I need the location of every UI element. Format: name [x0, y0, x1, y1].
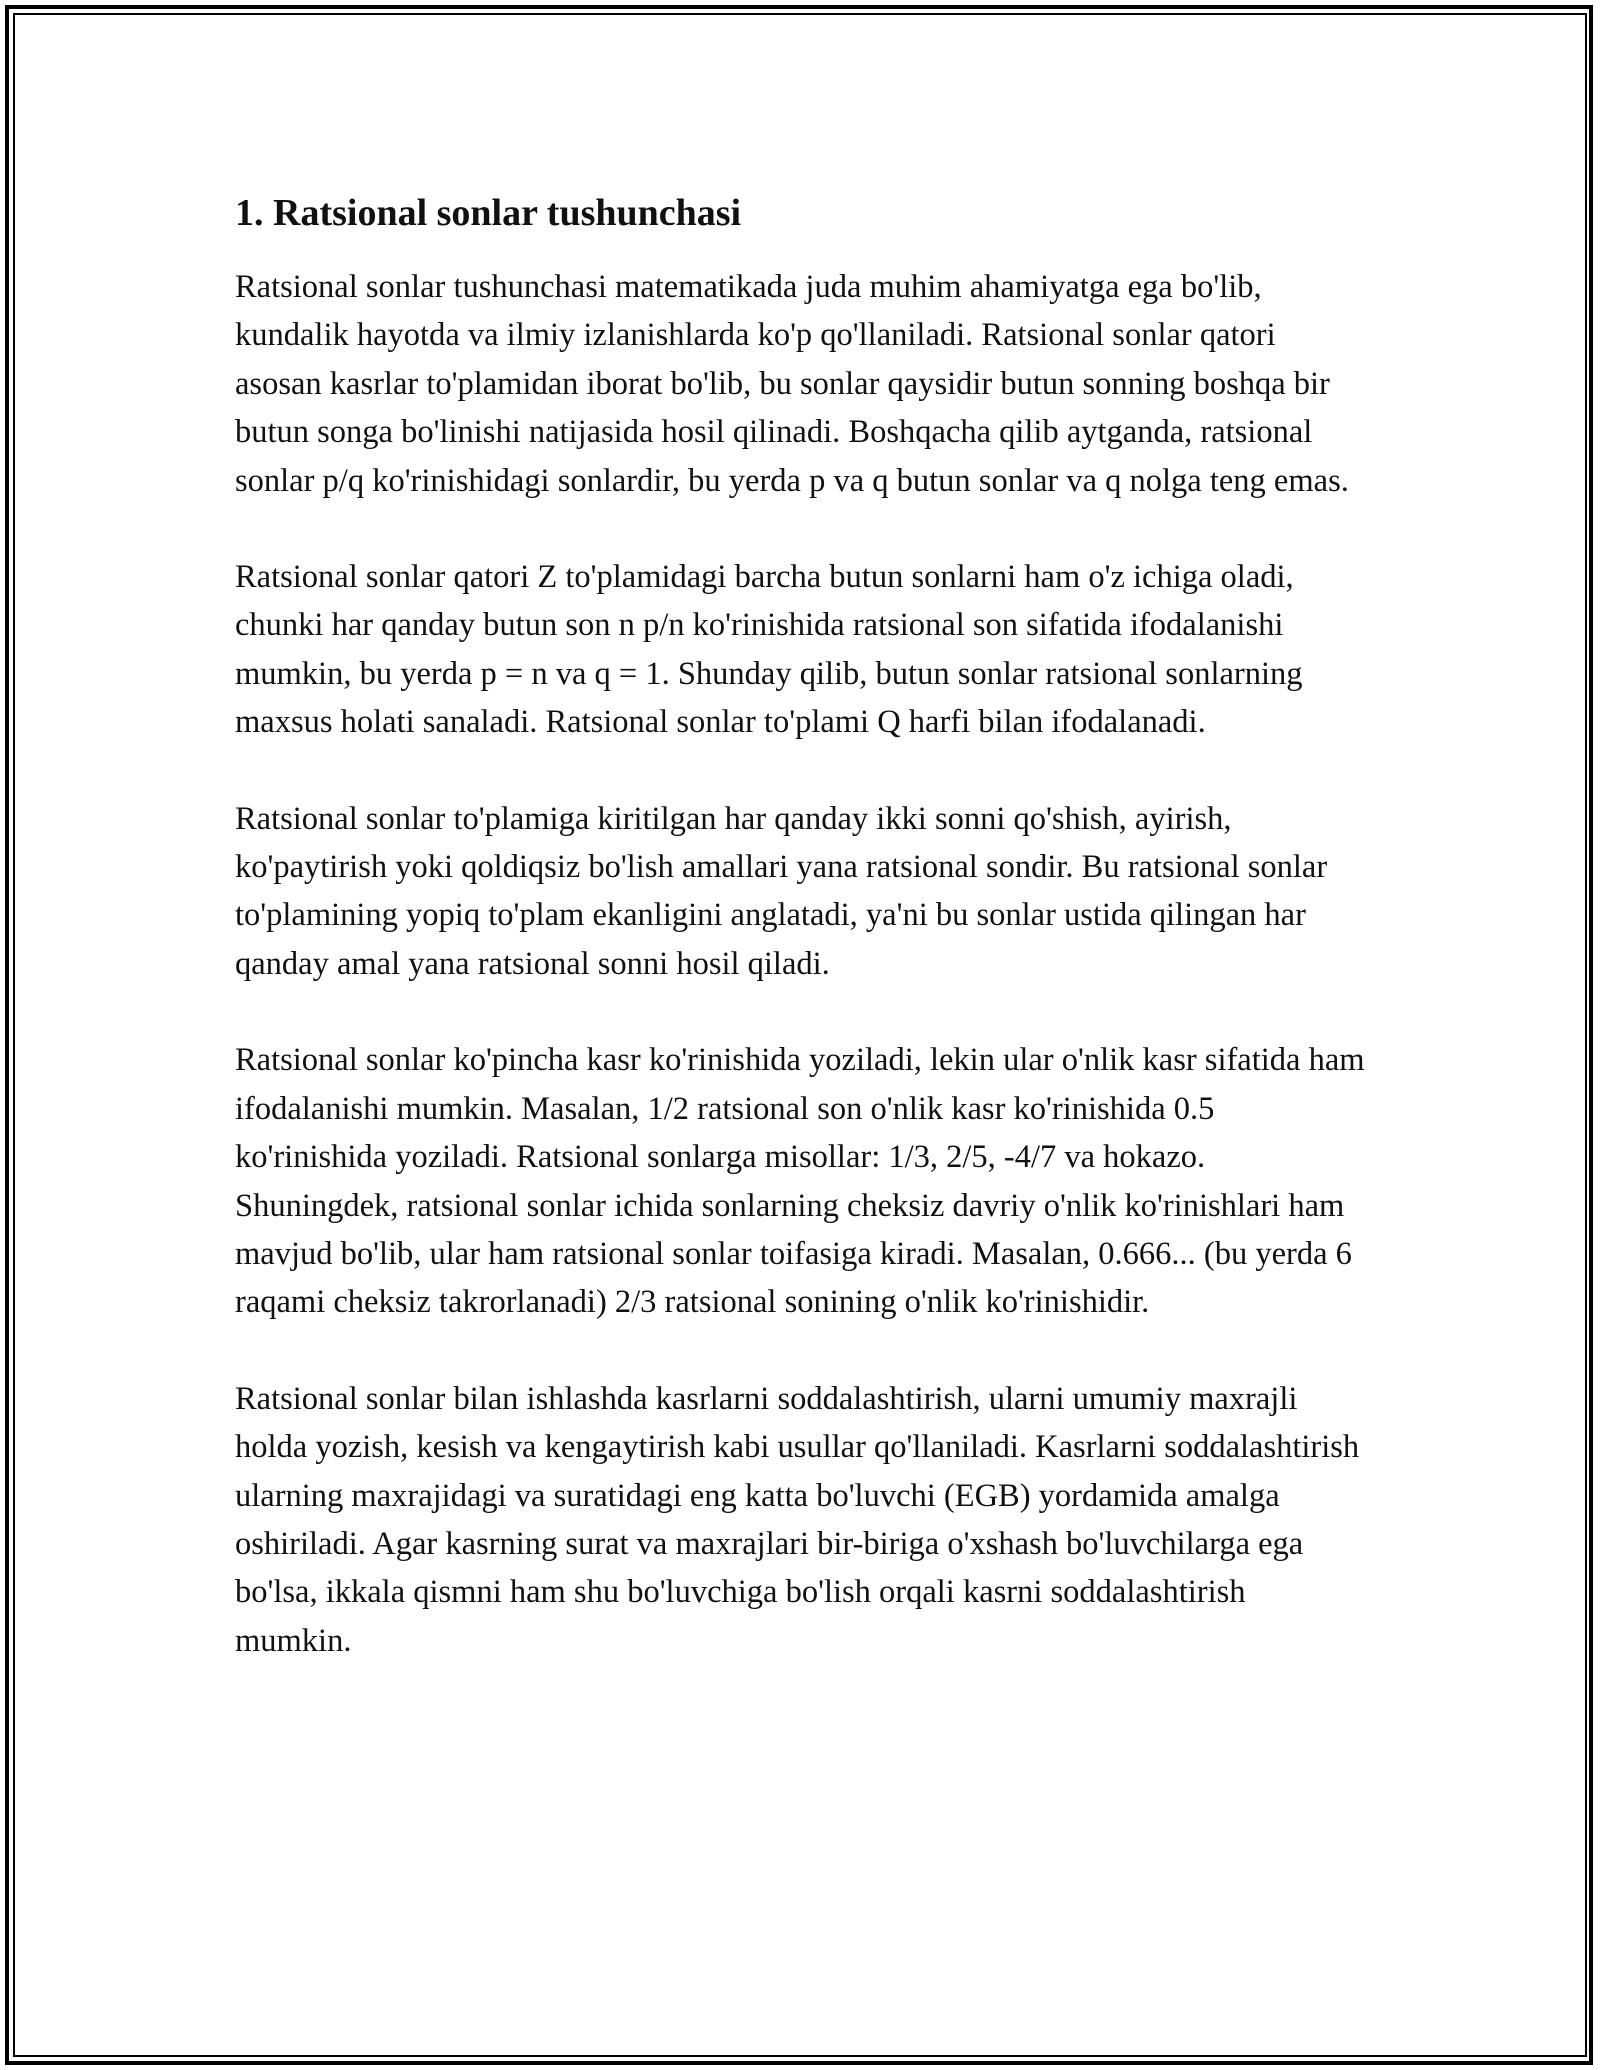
paragraph-3: Ratsional sonlar to'plamiga kiritilgan har qanday ikki sonni qo'shish, ayirish, ko'paytirish yoki qoldiqsiz bo'lish amallari yana ratsional sondir. Bu ratsional sonlar to'plamining yopiq to'plam ekanligini anglatadi, ya'ni bu sonlar ustida qilingan har qanday amal yana ratsional sonni hosil qiladi. — [235, 800, 1328, 982]
paragraph-2: Ratsional sonlar qatori Z to'plamidagi barcha butun sonlarni ham o'z ichiga oladi, chunki har qanday butun son n p/n ko'rinishida ratsional son sifatida ifodalanishi mumkin, bu yerda p = n va q = 1. Shunday qilib, butun sonlar ratsional sonlarning maxsus holati sanaladi. Ratsional sonlar to'plami Q harfi bilan ifodalanadi. — [235, 559, 1303, 741]
paragraph-1: Ratsional sonlar tushunchasi matematikada juda muhim ahamiyatga ega bo'lib, kundalik hayotda va ilmiy izlanishlarda ko'p qo'llaniladi. Ratsional sonlar qatori asosan kasrlar to'plamidan iborat bo'lib, bu sonlar qaysidir butun sonning boshqa bir butun songa bo'linishi natijasida hosil qilinadi. Boshqacha qilib aytganda, ratsional sonlar p/q ko'rinishidagi sonlardir, bu yerda p va q butun sonlar va q nolga teng emas. — [235, 269, 1349, 499]
section-heading: 1. Ratsional sonlar tushunchasi — [235, 192, 742, 234]
paragraph-5: Ratsional sonlar bilan ishlashda kasrlarni soddalashtirish, ularni umumiy maxrajli holda yozish, kesish va kengaytirish kabi usullar qo'llaniladi. Kasrlarni soddalashtirish ularning maxrajidagi va suratidagi eng katta bo'luvchi (EGB) yordamida amalga oshiriladi. Agar kasrning surat va maxrajlari bir-biriga o'xshash bo'luvchilarga ega bo'lsa, ikkala qismni ham shu bo'luvchiga bo'lish orqali kasrni soddalashtirish mumkin. — [235, 1380, 1360, 1659]
document-body — [235, 185, 1365, 1713]
paragraph-4: Ratsional sonlar ko'pincha kasr ko'rinishida yoziladi, lekin ular o'nlik kasr sifatida ham ifodalanishi mumkin. Masalan, 1/2 ratsional son o'nlik kasr ko'rinishida 0.5 ko'rinishida yoziladi. Ratsional sonlarga misollar: 1/3, 2/5, -4/7 va hokazo. Shuningdek, ratsional sonlar ichida sonlarning cheksiz davriy o'nlik ko'rinishlari ham mavjud bo'lib, ular ham ratsional sonlar toifasiga kiradi. Masalan, 0.666... (bu yerda 6 raqami cheksiz takrorlanadi) 2/3 ratsional sonining o'nlik ko'rinishidir. — [235, 1042, 1365, 1321]
